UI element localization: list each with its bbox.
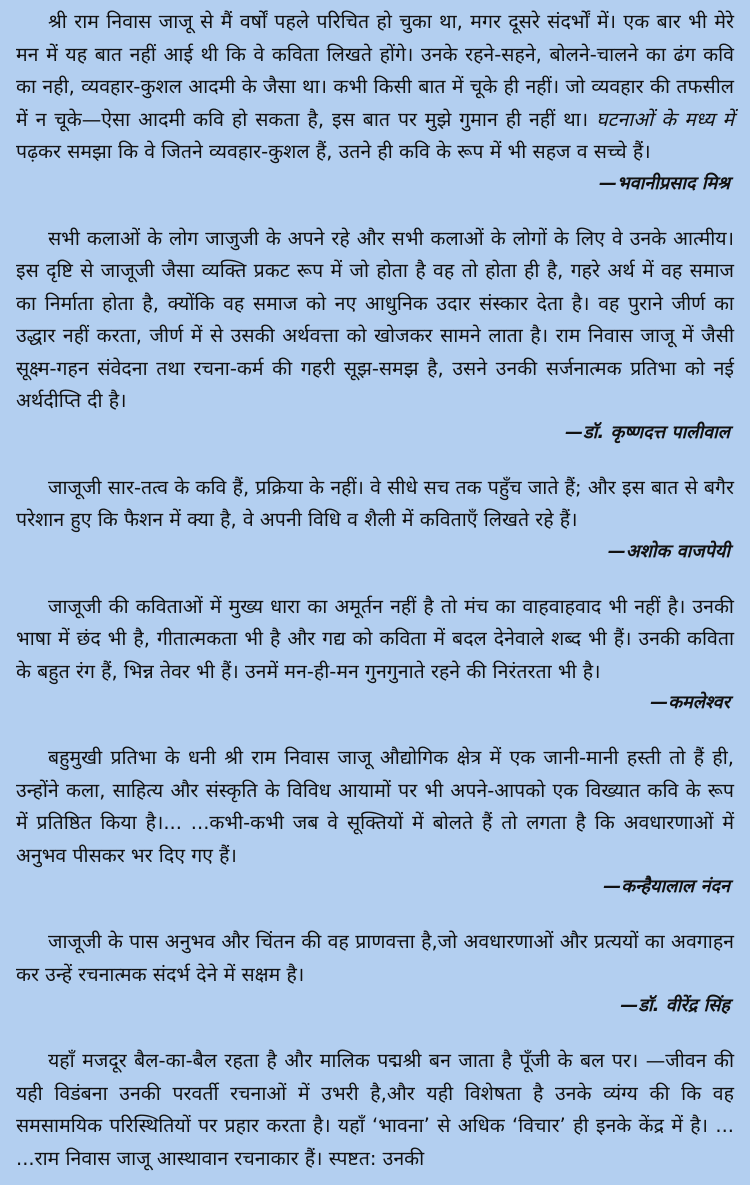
quote-text: जाजूजी सार-तत्व के कवि हैं, प्रक्रिया के नहीं। वे सीधे सच तक पहुँच जाते हैं; और इस बात से बगैर परेशान हुए कि फैशन में क्या है, वे अपनी विधि व शैली में कविताएँ लिखते रहे हैं। [16,475,734,531]
quote-text: सभी कलाओं के लोग जाजुजी के अपने रहे और सभी कलाओं के लोगों के लिए वे उनके आत्मीय। इस दृष्टि से जाजूजी जैसा व्यक्ति प्रकट रूप में जो होता है वह तो होता ही है, गहरे अर्थ में वह समाज का निर्माता होता है, क्योंकि वह समाज को नए आधुनिक उदार संस्कार देता है। वह पुराने जीर्ण का उद्धार नहीं करता, जीर्ण में से उसकी अर्थवत्ता को खोजकर सामने लाता है। राम निवास जाजू में जैसी सूक्ष्म-गहन संवेदना तथा रचना-कर्म की गहरी सूझ-समझ है, उसने उनकी सर्जनात्मक प्रतिभा को नई अर्थदीप्ति दी है। [16,226,734,412]
quote-block-7 [16,1045,734,1175]
quote-block-5 [16,742,734,900]
quote-block-4 [16,591,734,717]
quote-text: श्री राम निवास जाजू से मैं वर्षों पहले परिचित हो चुका था, मगर दूसरे संदर्भों में। एक बार भी मेरे मन में यह बात नहीं आई थी कि वे कविता लिखते होंगे। उनके रहने-सहने, बोलने-चालने का ढंग कवि का नही, व्यवहार-कुशल आदमी के जैसा था। कभी किसी बात में चूके ही नहीं। जो व्यवहार की तफसील में न चूके—ऐसा आदमी कवि हो सकता है, इस बात पर मुझे गुमान ही नहीं था। घटनाओं के मध्य में पढ़कर समझा कि वे जितने व्यवहार-कुशल हैं, उतने ही कवि के रूप में भी सहज व सच्चे हैं। [16,10,734,163]
quote-block-6 [16,926,734,1019]
quote-text: जाजूजी की कविताओं में मुख्य धारा का अमूर्तन नहीं है तो मंच का वाहवाहवाद भी नहीं है। उनकी भाषा में छंद भी है, गीतात्मकता भी है और गद्य को कविता में बदल देनेवाले शब्द भी हैं। उनकी कविता के बहुत रंग हैं, भिन्न तेवर भी हैं। उनमें मन-ही-मन गुनगुनाते रहने की निरंतरता भी है। [16,594,734,683]
quote-text: जाजूजी के पास अनुभव और चिंतन की वह प्राणवत्ता है,जो अवधारणाओं और प्रत्ययों का अवगाहन कर उन्हें रचनात्मक संदर्भ देने में सक्षम है। [16,930,734,986]
book-title: घटनाओं के मध्य में [596,107,734,131]
quote-text: बहुमुखी प्रतिभा के धनी श्री राम निवास जाजू औद्योगिक क्षेत्र में एक जानी-मानी हस्ती तो हैं ही, उन्होंने कला, साहित्य और संस्कृति के विविध आयामों पर भी अपने-आपको एक विख्यात कवि के रूप में प्रतिष्ठित किया है।... ...कभी-कभी जब वे सूक्तियों में बोलते हैं तो लगता है कि अवधारणाओं में अनुभव पीसकर भर दिए गए हैं। [16,746,734,867]
quote-author: —कन्हैयालाल नंदन [603,876,730,897]
quote-author: —भवानीप्रसाद मिश्र [598,172,730,194]
quote-text: यहाँ मजदूर बैल-का-बैल रहता है और मालिक पद्मश्री बन जाता है पूँजी के बल पर। —जीवन की यही विडंबना उनकी परवर्ती रचनाओं में उभरी है,और यही विशेषता है उनके व्यंग्य की कि वह समसामयिक परिस्थितियों पर प्रहार करता है। यहाँ ‘भावना’ से अधिक ‘विचार’ ही इनके केंद्र में है। ... ...राम निवास जाजू आस्थावान रचनाकार हैं। स्पष्टत: उनकी [16,1049,734,1170]
quote-block-2 [16,223,734,446]
quote-author: —डॉ. वीरेंद्र सिंह [620,995,730,1016]
quote-author: —डॉ. कृष्णदत्त पालीवाल [565,421,730,443]
quote-block-1 [16,6,734,197]
quote-block-3 [16,472,734,565]
quote-author: —अशोक वाजपेयी [607,540,730,562]
quote-author: —कमलेश्वर [650,692,730,713]
